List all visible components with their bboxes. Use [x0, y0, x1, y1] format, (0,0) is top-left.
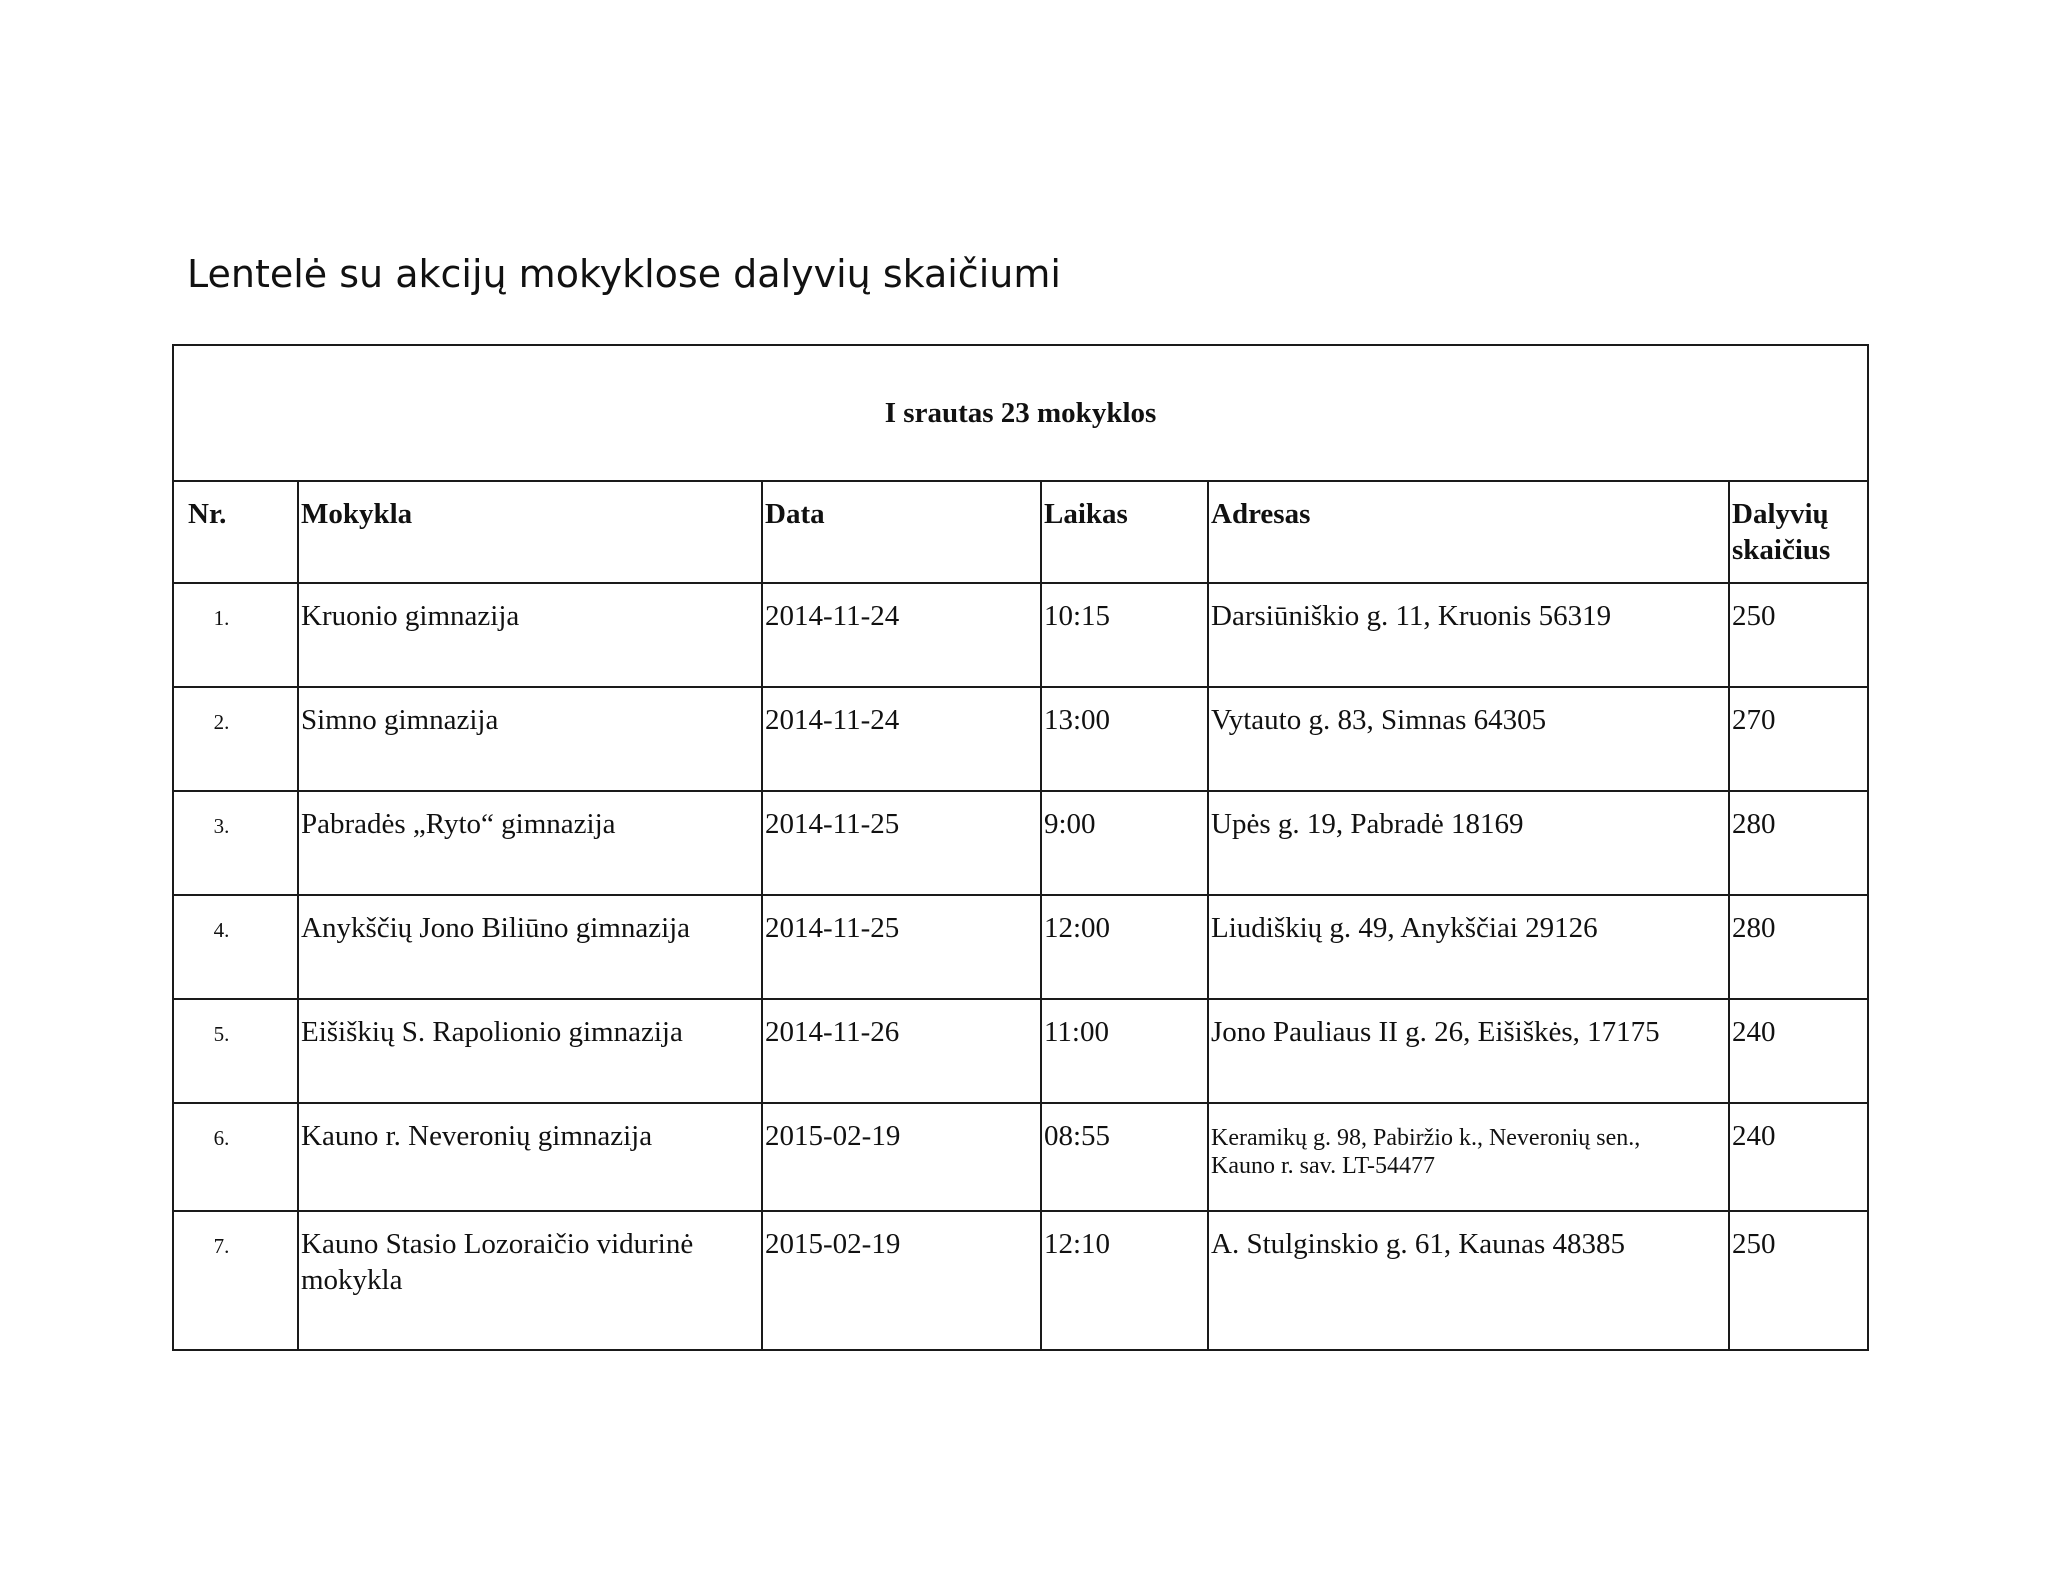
cell-nr: 4.	[173, 895, 298, 999]
cell-time: 12:00	[1041, 895, 1208, 999]
cell-time: 9:00	[1041, 791, 1208, 895]
header-address: Adresas	[1208, 481, 1729, 583]
cell-school: Eišiškių S. Rapolionio gimnazija	[298, 999, 762, 1103]
cell-date: 2014-11-25	[762, 895, 1041, 999]
cell-address: A. Stulginskio g. 61, Kaunas 48385	[1208, 1211, 1729, 1350]
cell-nr: 2.	[173, 687, 298, 791]
cell-participants: 250	[1729, 1211, 1868, 1350]
cell-address: Vytauto g. 83, Simnas 64305	[1208, 687, 1729, 791]
cell-school: Kruonio gimnazija	[298, 583, 762, 687]
cell-participants: 240	[1729, 1103, 1868, 1211]
cell-school-line2: mokykla	[301, 1264, 403, 1296]
table-row	[173, 999, 1868, 1103]
header-participants-line1: Dalyvių	[1732, 498, 1829, 530]
cell-time: 08:55	[1041, 1103, 1208, 1211]
cell-nr: 7.	[173, 1211, 298, 1350]
cell-address: Darsiūniškio g. 11, Kruonis 56319	[1208, 583, 1729, 687]
cell-date: 2015-02-19	[762, 1103, 1041, 1211]
participants-table	[172, 344, 1869, 1351]
cell-address-line1: Keramikų g. 98, Pabiržio k., Neveronių sen.,	[1211, 1125, 1641, 1151]
cell-date: 2015-02-19	[762, 1211, 1041, 1350]
table-header-row	[173, 481, 1868, 583]
cell-address: Jono Pauliaus II g. 26, Eišiškės, 17175	[1208, 999, 1729, 1103]
cell-time: 10:15	[1041, 583, 1208, 687]
table-row	[173, 1103, 1868, 1211]
cell-school: Simno gimnazija	[298, 687, 762, 791]
header-time: Laikas	[1041, 481, 1208, 583]
cell-participants: 250	[1729, 583, 1868, 687]
table-banner-row	[173, 345, 1868, 481]
table-row	[173, 791, 1868, 895]
cell-nr: 6.	[173, 1103, 298, 1211]
cell-address: Upės g. 19, Pabradė 18169	[1208, 791, 1729, 895]
cell-nr: 5.	[173, 999, 298, 1103]
cell-nr: 3.	[173, 791, 298, 895]
header-nr: Nr.	[173, 481, 298, 583]
cell-date: 2014-11-24	[762, 687, 1041, 791]
table-row	[173, 1211, 1868, 1350]
header-date: Data	[762, 481, 1041, 583]
cell-participants: 270	[1729, 687, 1868, 791]
cell-date: 2014-11-25	[762, 791, 1041, 895]
cell-participants: 280	[1729, 791, 1868, 895]
cell-school: Kauno r. Neveronių gimnazija	[298, 1103, 762, 1211]
cell-time: 11:00	[1041, 999, 1208, 1103]
cell-participants: 240	[1729, 999, 1868, 1103]
header-participants	[1729, 481, 1868, 583]
cell-participants: 280	[1729, 895, 1868, 999]
table-row	[173, 583, 1868, 687]
cell-nr: 1.	[173, 583, 298, 687]
header-school: Mokykla	[298, 481, 762, 583]
cell-address	[1208, 1103, 1729, 1211]
table-banner: I srautas 23 mokyklos	[173, 345, 1868, 481]
cell-school-line1: Kauno Stasio Lozoraičio vidurinė	[301, 1228, 694, 1260]
cell-time: 13:00	[1041, 687, 1208, 791]
cell-address-line2: Kauno r. sav. LT-54477	[1211, 1153, 1435, 1179]
cell-address: Liudiškių g. 49, Anykščiai 29126	[1208, 895, 1729, 999]
cell-school: Anykščių Jono Biliūno gimnazija	[298, 895, 762, 999]
table-row	[173, 687, 1868, 791]
cell-time: 12:10	[1041, 1211, 1208, 1350]
cell-date: 2014-11-24	[762, 583, 1041, 687]
cell-school	[298, 1211, 762, 1350]
page-title: Lentelė su akcijų mokyklose dalyvių skaičiumi	[187, 252, 1061, 296]
header-participants-line2: skaičius	[1732, 534, 1831, 566]
table-row	[173, 895, 1868, 999]
cell-school: Pabradės „Ryto“ gimnazija	[298, 791, 762, 895]
cell-date: 2014-11-26	[762, 999, 1041, 1103]
